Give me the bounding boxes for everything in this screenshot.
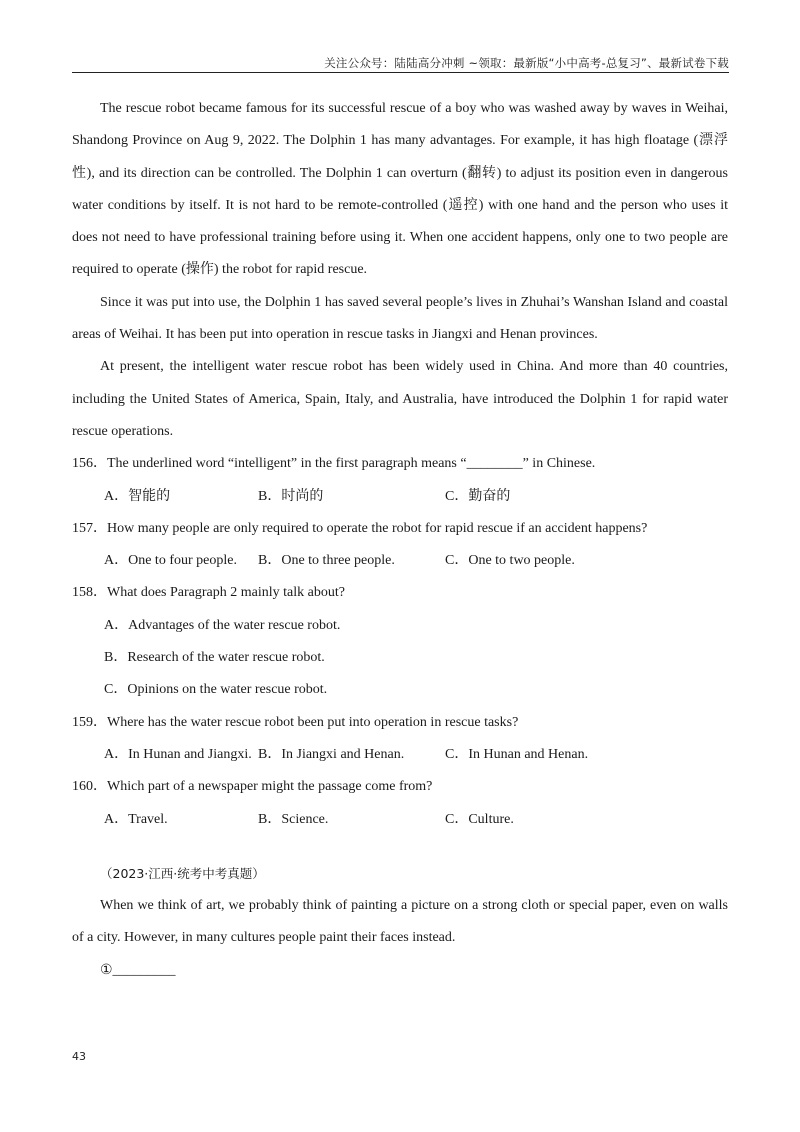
- exam-source: （2023·江西·统考中考真题）: [100, 865, 265, 881]
- answer-blank-1: ①_________: [100, 962, 176, 978]
- option-c: C．Opinions on the water rescue robot.: [104, 682, 328, 698]
- section-spacer: [72, 836, 728, 858]
- passage-paragraph-2: Since it was put into use, the Dolphin 1 has saved several people’s lives in Zhuhai’s Wanshan Island and coastal areas of Weihai. It has been put into operation in rescue tasks in Jiangxi and Henan provinces.: [72, 294, 728, 343]
- passage-paragraph-3: At present, the intelligent water rescue robot has been widely used in China. And more than 40 countries, including the United States of America, Spain, Italy, and Australia, have introduced the Dolphin 1 for rapid water rescue operations.: [72, 359, 728, 439]
- page-header: 关注公众号：陆陆高分冲刺 ~领取：最新版“小中高考-总复习”、最新试卷下载: [324, 56, 729, 70]
- option-a: A．Travel.: [104, 811, 168, 827]
- passage-paragraph-1: The rescue robot became famous for its successful rescue of a boy who was washed away by waves in Weihai, Shandong Province on Aug 9, 2022. The Dolphin 1 has many advantages. For example, it has high floatage (漂浮性), and its direction can be controlled. The Dolphin 1 can overturn (翻转) to adjust its position even in dangerous water conditions by itself. It is not hard to be remote-controlled (遥控) with one hand and the person who uses it does not need to have professional training before using it. When one accident happens, only one to two people are required to operate (操作) the robot for rapid rescue.: [72, 101, 728, 278]
- question-156: 156．The underlined word “intelligent” in the first paragraph means “________” in Chinese.: [72, 456, 596, 472]
- option-c: C．勤奋的: [445, 488, 511, 504]
- next-passage-intro: When we think of art, we probably think of painting a picture on a strong cloth or special paper, even on walls of a city. However, in many cultures people paint their faces instead.: [72, 898, 728, 946]
- option-c: C．In Hunan and Henan.: [445, 746, 589, 762]
- option-b: B．Research of the water rescue robot.: [104, 650, 325, 666]
- question-157: 157．How many people are only required to operate the robot for rapid rescue if an accident happens?: [72, 520, 648, 536]
- page-content: [72, 93, 728, 987]
- page-number: 43: [72, 1050, 86, 1063]
- option-b: B．In Jiangxi and Henan.: [258, 746, 405, 762]
- question-158: 158．What does Paragraph 2 mainly talk about?: [72, 585, 345, 601]
- option-b: B．时尚的: [258, 488, 324, 504]
- question-159: 159．Where has the water rescue robot been put into operation in rescue tasks?: [72, 714, 519, 730]
- option-a: A．In Hunan and Jiangxi.: [104, 746, 252, 762]
- option-c: C．One to two people.: [445, 553, 575, 569]
- option-c: C．Culture.: [445, 811, 514, 827]
- header-rule: [72, 72, 729, 73]
- question-160-options: [72, 804, 728, 836]
- option-a: A．One to four people.: [104, 553, 237, 569]
- question-160: 160．Which part of a newspaper might the passage come from?: [72, 779, 433, 795]
- question-157-options: [72, 545, 728, 577]
- option-b: B．Science.: [258, 811, 329, 827]
- question-159-options: [72, 739, 728, 771]
- option-b: B．One to three people.: [258, 553, 395, 569]
- option-a: A．Advantages of the water rescue robot.: [104, 617, 341, 633]
- question-156-options: [72, 481, 728, 513]
- option-a: A．智能的: [104, 488, 171, 504]
